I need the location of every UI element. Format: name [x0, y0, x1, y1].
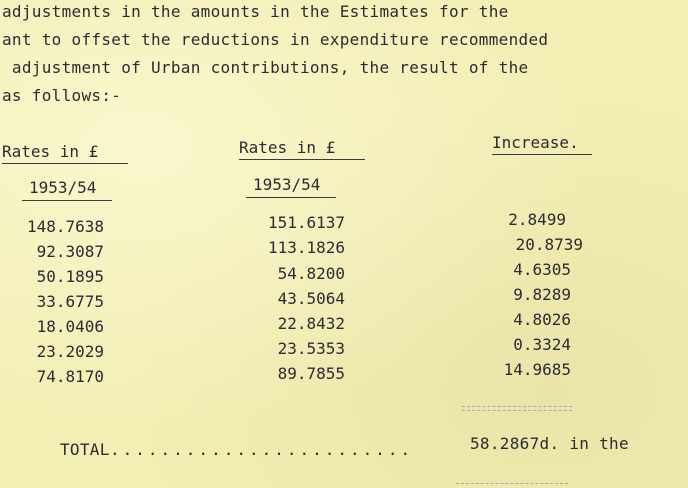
increase-row-3: 4.6305 [513, 260, 571, 279]
increase-row-4: 9.8289 [513, 285, 571, 304]
increase-row-6: 0.3324 [513, 335, 571, 354]
column-header-rates-1: Rates in £ [2, 142, 99, 161]
total-label: TOTAL [60, 440, 110, 459]
sum-rule-2 [462, 410, 572, 411]
paragraph-line-4: as follows:- [2, 86, 122, 105]
rate-1953-row-2: 92.3087 [36, 242, 104, 261]
sum-rule [462, 406, 572, 407]
total-double-rule [456, 483, 568, 484]
rate-1953-b-row-6: 23.5353 [277, 339, 345, 358]
header-underline-3 [492, 154, 592, 155]
sub-underline-1 [22, 200, 112, 201]
rate-1953-row-5: 18.0406 [36, 317, 104, 336]
rate-1953-row-3: 50.1895 [36, 267, 104, 286]
column-header-rates-2: Rates in £ [239, 138, 336, 157]
rate-1953-row-7: 74.8170 [36, 367, 104, 386]
rate-1953-b-row-7: 89.7855 [277, 364, 345, 383]
rate-1953-row-1: 148.7638 [26, 217, 104, 236]
header-underline-1 [2, 163, 128, 164]
rate-1953-b-row-3: 54.8200 [277, 264, 345, 283]
paragraph-line-3: adjustment of Urban contributions, the result of the [2, 58, 529, 77]
header-underline-2 [239, 159, 365, 160]
increase-row-1: 2.8499 [508, 210, 566, 229]
rate-1953-b-row-2: 113.1826 [267, 238, 345, 257]
rate-1953-row-6: 23.2029 [36, 342, 104, 361]
paragraph-line-1: adjustments in the amounts in the Estimates for the [2, 2, 509, 21]
sub-header-year-1: 1953/54 [29, 178, 97, 197]
column-header-increase: Increase. [492, 133, 579, 152]
increase-row-2: 20.8739 [515, 235, 583, 254]
increase-row-7: 14.9685 [503, 360, 571, 379]
sub-underline-2 [246, 197, 336, 198]
rate-1953-row-4: 33.6775 [36, 292, 104, 311]
rate-1953-b-row-1: 151.6137 [267, 213, 345, 232]
total-leader-dots: ........................ [110, 440, 414, 459]
total-value: 58.2867d. in the [470, 434, 629, 453]
paragraph-line-2: ant to offset the reductions in expenditure recommended [2, 30, 549, 49]
rate-1953-b-row-5: 22.8432 [277, 314, 345, 333]
rate-1953-b-row-4: 43.5064 [277, 289, 345, 308]
increase-row-5: 4.8026 [513, 310, 571, 329]
sub-header-year-2: 1953/54 [253, 175, 321, 194]
